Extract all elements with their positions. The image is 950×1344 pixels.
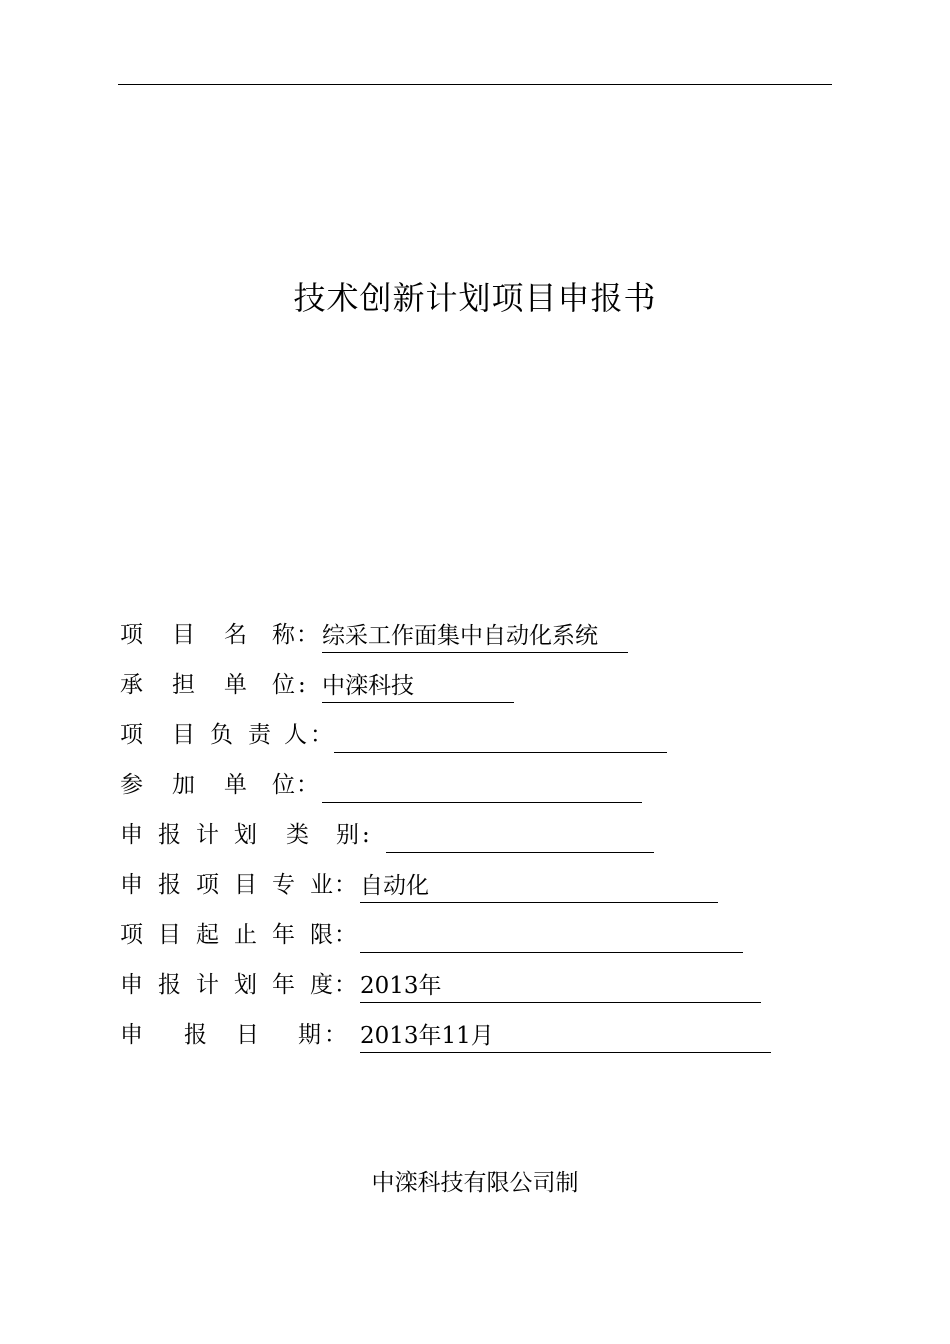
field-project-period bbox=[120, 917, 750, 953]
header-rule bbox=[118, 84, 832, 85]
field-participating-unit bbox=[120, 767, 650, 803]
label-char: 项 bbox=[196, 872, 219, 898]
label-char: ： bbox=[296, 772, 319, 798]
label-char: 申 bbox=[120, 822, 143, 848]
plan-category-field[interactable] bbox=[386, 817, 654, 853]
label-char: 人 bbox=[284, 722, 307, 748]
undertaking-unit-field[interactable]: 中滦科技 bbox=[322, 667, 514, 703]
label-char: 位 bbox=[272, 672, 295, 698]
label-char: 申 bbox=[120, 972, 143, 998]
label-char: ： bbox=[324, 1022, 347, 1048]
label-char: 计 bbox=[196, 822, 219, 848]
label-char: 划 bbox=[234, 822, 257, 848]
label-char: ： bbox=[334, 972, 357, 998]
label-char: 目 bbox=[234, 872, 257, 898]
label-char: 报 bbox=[158, 822, 181, 848]
participating-unit-field[interactable] bbox=[322, 767, 642, 803]
field-undertaking-unit bbox=[120, 667, 520, 703]
label-char: ： bbox=[310, 722, 333, 748]
label-char: 专 bbox=[272, 872, 295, 898]
application-date-field[interactable]: 2013年11月 bbox=[360, 1017, 771, 1053]
label-char: 报 bbox=[158, 872, 181, 898]
label-char: 计 bbox=[196, 972, 219, 998]
plan-year-field[interactable]: 2013年 bbox=[360, 967, 761, 1003]
project-name-field[interactable]: 综采工作面集中自动化系统 bbox=[322, 617, 628, 653]
label-char: 报 bbox=[184, 1022, 207, 1048]
label-char: 加 bbox=[172, 772, 195, 798]
label-char: 年 bbox=[272, 972, 295, 998]
field-plan-year bbox=[120, 967, 770, 1003]
label-char: 报 bbox=[158, 972, 181, 998]
label-char: 参 bbox=[120, 772, 143, 798]
label-char: 申 bbox=[120, 1022, 143, 1048]
label-char: 目 bbox=[172, 722, 195, 748]
label-char: 责 bbox=[248, 722, 271, 748]
label-char: 限 bbox=[310, 922, 333, 948]
label-char: 类 bbox=[286, 822, 309, 848]
label-char: 项 bbox=[120, 722, 143, 748]
label-char: 起 bbox=[196, 922, 219, 948]
field-project-name bbox=[120, 617, 640, 653]
label-char: ： bbox=[334, 872, 357, 898]
label-char: 项 bbox=[120, 622, 143, 648]
field-project-leader bbox=[120, 717, 670, 753]
label-char: 业 bbox=[310, 872, 333, 898]
field-application-date bbox=[120, 1017, 780, 1053]
label-char: 别 bbox=[336, 822, 359, 848]
field-plan-category bbox=[120, 817, 660, 853]
label-char: 目 bbox=[172, 622, 195, 648]
label-char: 名 bbox=[224, 622, 247, 648]
label-char: : bbox=[362, 822, 370, 848]
project-specialty-field[interactable]: 自动化 bbox=[360, 867, 718, 903]
label-char: 度 bbox=[310, 972, 333, 998]
label-char: 目 bbox=[158, 922, 181, 948]
label-char: 位 bbox=[272, 772, 295, 798]
label-char: 日 bbox=[236, 1022, 259, 1048]
label-char: 单 bbox=[224, 772, 247, 798]
label-char: ： bbox=[334, 922, 357, 948]
label-char: 负 bbox=[210, 722, 233, 748]
label-char: 单 bbox=[224, 672, 247, 698]
field-project-specialty bbox=[120, 867, 720, 903]
label-char: 期 bbox=[298, 1022, 321, 1048]
project-leader-field[interactable] bbox=[334, 717, 667, 753]
document-title: 技术创新计划项目申报书 bbox=[293, 279, 657, 317]
label-char: ： bbox=[296, 622, 319, 648]
label-char: 担 bbox=[172, 672, 195, 698]
issuing-organization: 中滦科技有限公司制 bbox=[371, 1170, 579, 1196]
label-char: 项 bbox=[120, 922, 143, 948]
label-char: 划 bbox=[234, 972, 257, 998]
label-char: 申 bbox=[120, 872, 143, 898]
label-char: : bbox=[298, 672, 306, 698]
label-char: 称 bbox=[272, 622, 295, 648]
label-char: 年 bbox=[272, 922, 295, 948]
project-period-field[interactable] bbox=[360, 917, 743, 953]
label-char: 承 bbox=[120, 672, 143, 698]
label-char: 止 bbox=[234, 922, 257, 948]
